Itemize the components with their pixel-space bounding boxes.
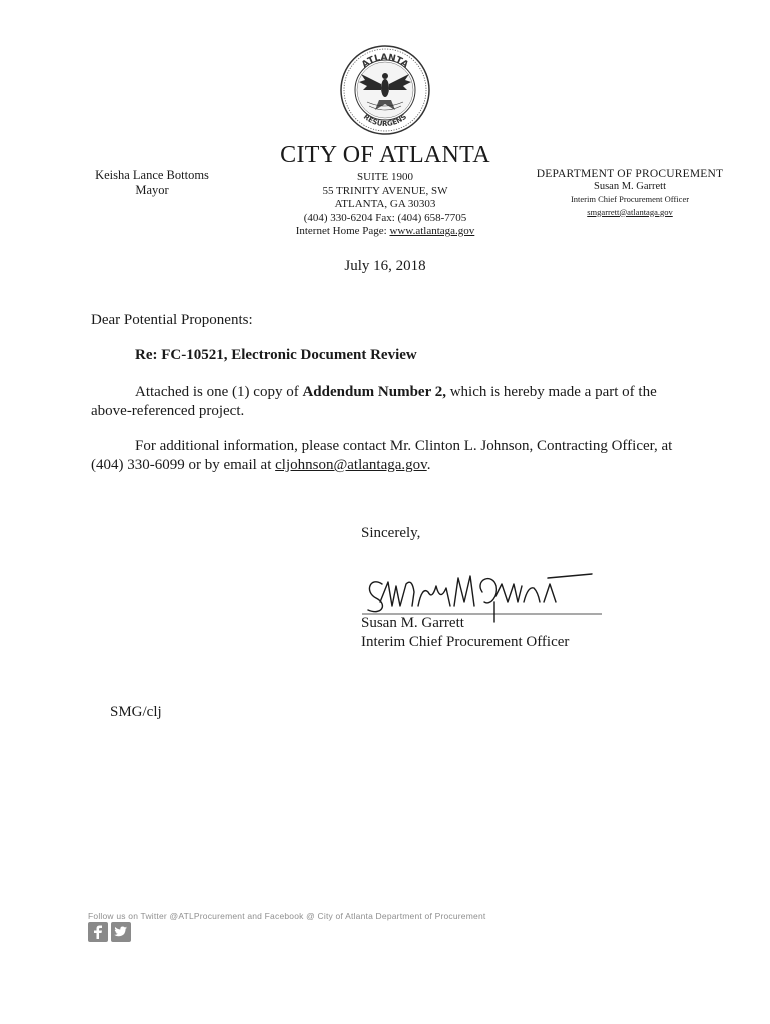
address-line: 55 TRINITY AVENUE, SW (322, 184, 448, 197)
signer-title: Interim Chief Procurement Officer (361, 634, 570, 650)
facebook-icon[interactable] (88, 922, 108, 942)
paragraph-addendum (91, 383, 701, 421)
p2-text-end: . (426, 457, 431, 473)
greeting: Dear Potential Proponents: (91, 312, 253, 328)
signer-block (361, 614, 569, 652)
city-seal (339, 44, 431, 136)
officer-name: Susan M. Garrett (593, 180, 667, 192)
homepage-line (260, 225, 510, 239)
mayor-name: Keisha Lance Bottoms (95, 168, 209, 182)
social-icons (88, 922, 131, 942)
address-line: SUITE 1900 (357, 171, 413, 183)
signer-name: Susan M. Garrett (361, 615, 464, 631)
address-line: (404) 330-6204 Fax: (404) 658-7705 (303, 211, 467, 224)
city-name: CITY OF ATLANTA (280, 142, 490, 168)
p1-text: Attached is one (1) copy of (135, 384, 303, 400)
mayor-block (82, 168, 222, 198)
addendum-number: Addendum Number 2, (302, 384, 446, 400)
homepage-link[interactable]: www.atlantaga.gov (389, 225, 475, 237)
address-block (260, 171, 510, 239)
p2-text: For additional information, please contact Mr. Clinton L. Johnson, Contracting Officer, at (404) 330-6099 or by email at (91, 438, 673, 473)
contact-email-link[interactable]: cljohnson@atlantaga.gov (275, 457, 427, 473)
re-line: Re: FC-10521, Electronic Document Review (135, 347, 417, 363)
address-line: ATLANTA, GA 30303 (334, 198, 436, 210)
mayor-title: Mayor (135, 183, 169, 197)
officer-title: Interim Chief Procurement Officer (570, 194, 690, 204)
officer-email-link[interactable]: smgarrett@atlantaga.gov (587, 206, 673, 217)
reference-initials: SMG/clj (110, 704, 162, 720)
svg-text:ATLANTA: ATLANTA (360, 52, 410, 71)
twitter-icon[interactable] (111, 922, 131, 942)
paragraph-contact (91, 437, 701, 475)
p1-text-end: which is hereby made a part of the above-referenced project. (91, 384, 657, 419)
letter-date: July 16, 2018 (344, 258, 426, 274)
department-name: DEPARTMENT OF PROCUREMENT (536, 168, 724, 180)
department-block (530, 168, 730, 218)
svg-text:RESURGENS: RESURGENS (361, 112, 409, 129)
closing: Sincerely, (361, 525, 421, 541)
homepage-label: Internet Home Page: (295, 225, 387, 237)
social-footer-text: Follow us on Twitter @ATLProcurement and Facebook @ City of Atlanta Department of Procurement (88, 911, 486, 921)
